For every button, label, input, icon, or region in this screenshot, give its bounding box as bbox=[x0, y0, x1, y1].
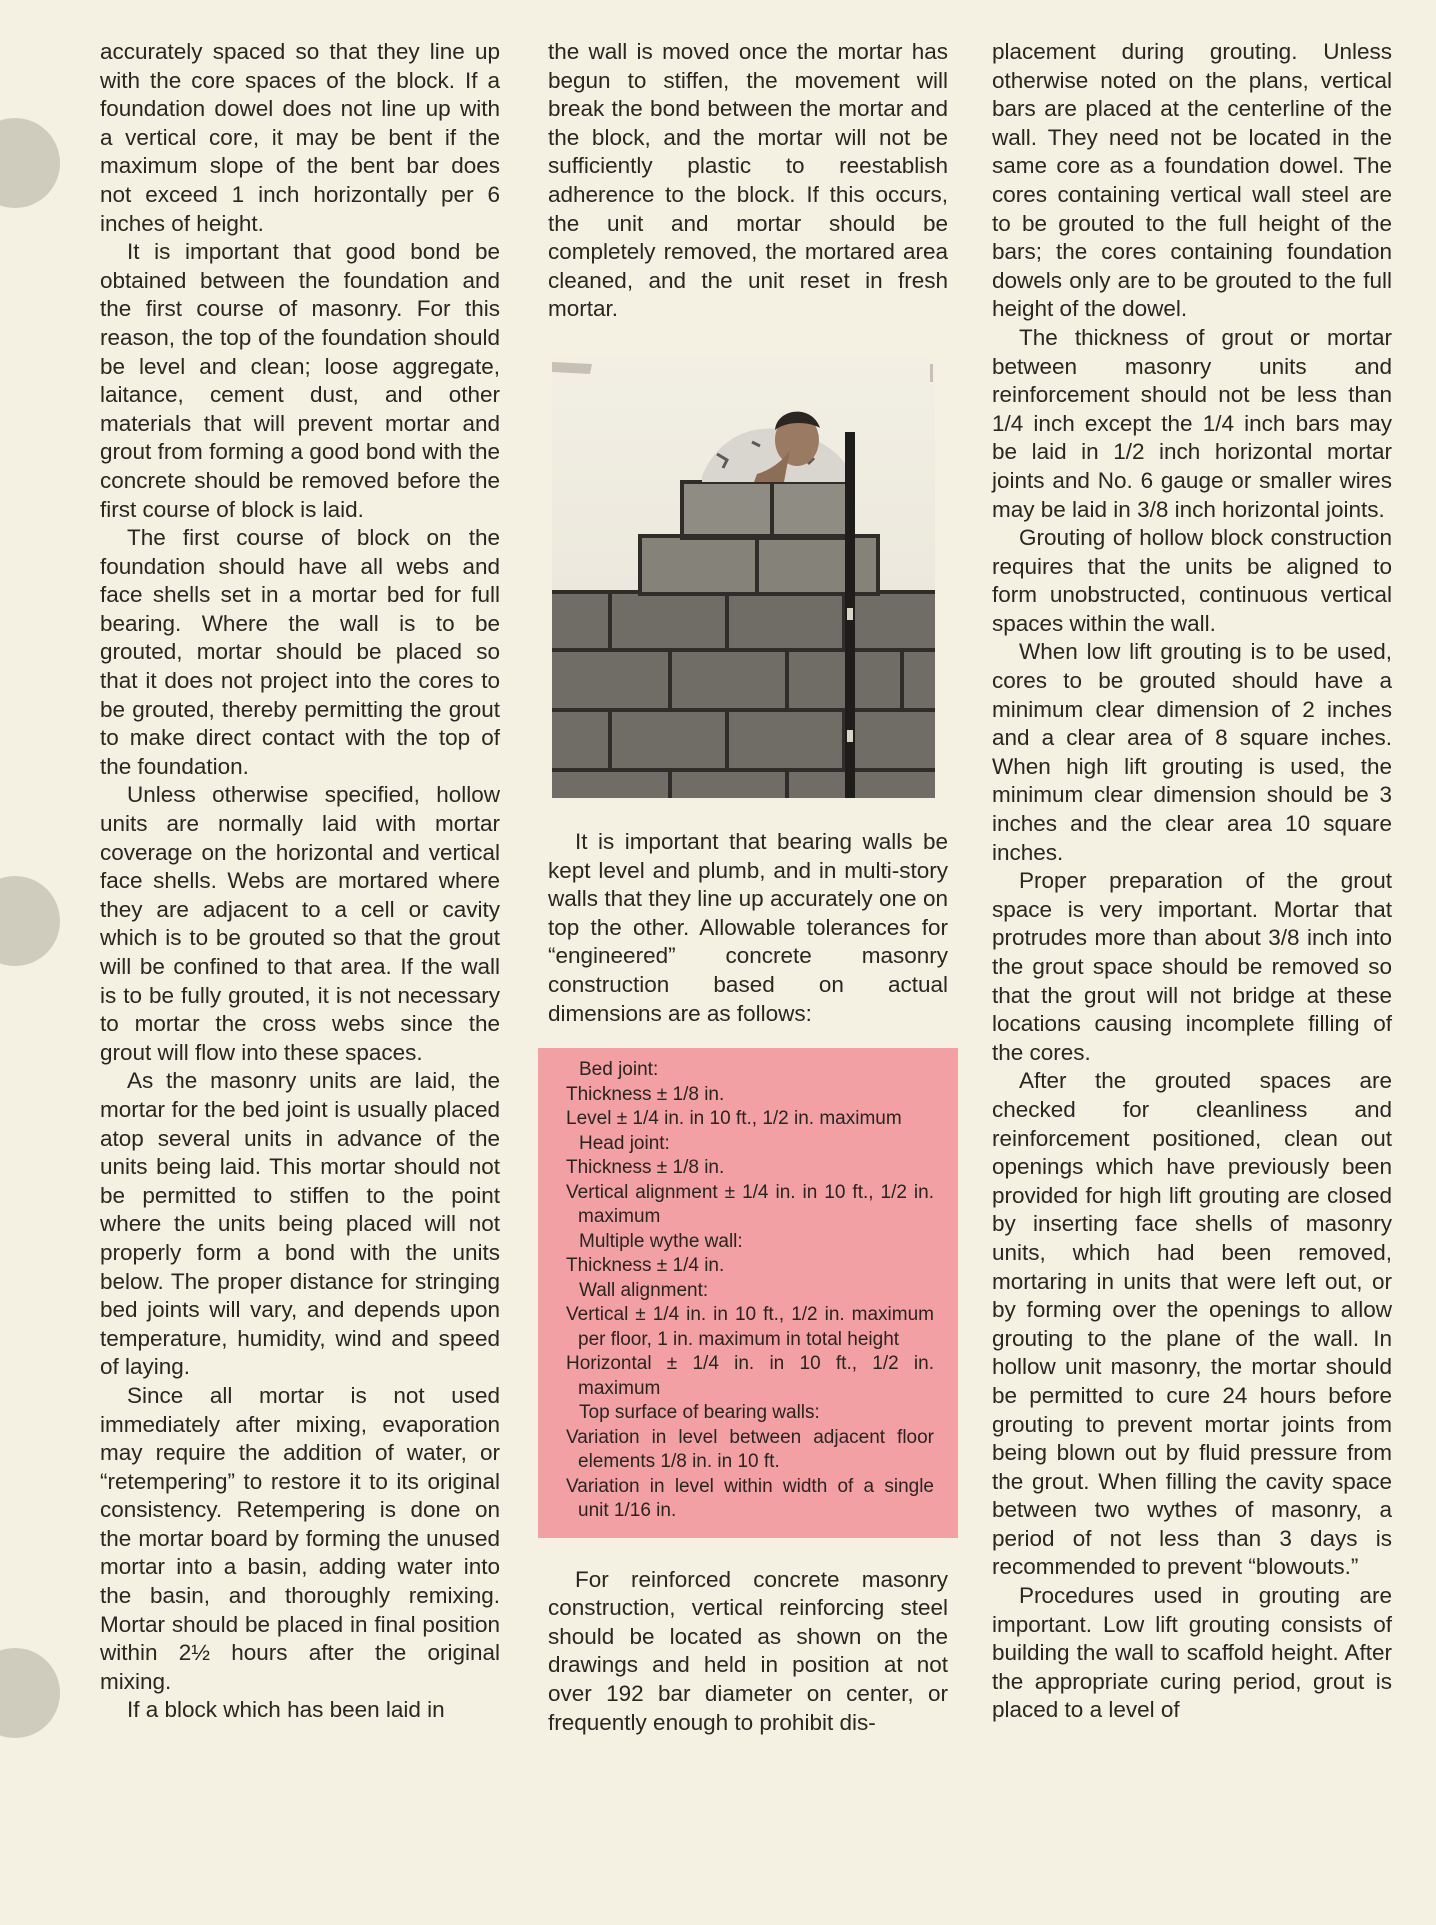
tolerance-group-head-joint bbox=[552, 1132, 934, 1230]
paragraph: When low lift grouting is to be used, cores to be grouted should have a minimum clear dimension of 2 inches and a clear area of 8 square inches. When high lift grouting is used, the minimum clear dimension should be 3 inches and the clear area 10 square inches. bbox=[992, 639, 1392, 865]
paragraph: The first course of block on the foundation should have all webs and face shells set in a mortar bed for full bearing. Where the wall is to be grouted, mortar should be placed so that it does not project into the cores to be grouted, thereby permitting the grout to make direct contact with the top of the foundation. bbox=[100, 525, 500, 779]
binder-hole bbox=[0, 1648, 60, 1738]
paragraph: Since all mortar is not used immediately after mixing, evaporation may require the addition of water, or “retempering” to restore it to its original consistency. Retempering is done on the mortar board by forming the unused mortar into a basin, adding water into the basin, and thoroughly remixing. Mortar should be placed in final position within 2½ hours after the original mixing. bbox=[100, 1382, 500, 1694]
text-column-right bbox=[992, 38, 1392, 1725]
tolerance-item: Thickness ± 1/4 in. bbox=[566, 1255, 725, 1277]
tolerance-item: Vertical alignment ± 1/4 in. in 10 ft., 1/2 in. maximum bbox=[566, 1181, 934, 1228]
paragraph: Unless otherwise specified, hollow units are normally laid with mortar coverage on the horizontal and vertical face shells. Webs are mortared where they are adjacent to a cell or cavity which is to be grouted so that the grout will be confined to that area. If the wall is to be fully grouted, it is not necessary to mortar the cross webs since the grout will flow into these spaces. bbox=[100, 782, 500, 1065]
paragraph: accurately spaced so that they line up with the core spaces of the block. If a foundation dowel does not line up with a vertical core, it may be bent if the maximum slope of the bent bar does not exceed 1 inch horizontally per 6 inches of height. bbox=[100, 39, 500, 236]
paragraph: Grouting of hollow block construction requires that the units be aligned to form unobstructed, continuous vertical spaces within the wall. bbox=[992, 525, 1392, 636]
tolerance-item: Thickness ± 1/8 in. bbox=[566, 1083, 725, 1105]
paragraph: It is important that good bond be obtained between the foundation and the first course of masonry. For this reason, the top of the foundation should be level and clean; loose aggregate, laitance, cement dust, and other materials that will prevent mortar and grout from forming a good bond with the concrete should be removed before the first course of block is laid. bbox=[100, 239, 500, 522]
tolerance-group-wall-alignment bbox=[552, 1279, 934, 1402]
tolerance-item: Level ± 1/4 in. in 10 ft., 1/2 in. maximum bbox=[566, 1108, 902, 1130]
tolerance-item: Vertical ± 1/4 in. in 10 ft., 1/2 in. maximum per floor, 1 in. maximum in total height bbox=[566, 1304, 934, 1350]
paragraph: If a block which has been laid in bbox=[127, 1697, 445, 1723]
paragraph: As the masonry units are laid, the mortar for the bed joint is usually placed atop several units in advance of the units being laid. This mortar should not be permitted to stiffen to the point where the units being placed will not properly form a bond with the units below. The proper distance for stringing bed joints will vary, and depends upon temperature, humidity, wind and speed of laying. bbox=[100, 1068, 500, 1380]
tolerance-group-multiple-wythe bbox=[552, 1230, 934, 1279]
tolerance-heading: Multiple wythe wall: bbox=[579, 1230, 743, 1252]
paragraph: the wall is moved once the mortar has begun to stiffen, the movement will break the bond between the mortar and the block, and the mortar will not be sufficiently plastic to reestablish adherence to the block. If this occurs, the unit and mortar should be completely removed, the mortared area cleaned, and the unit reset in fresh mortar. bbox=[548, 39, 948, 322]
tolerances-box bbox=[538, 1048, 958, 1538]
binder-hole bbox=[0, 876, 60, 966]
tolerance-heading: Bed joint: bbox=[579, 1059, 659, 1081]
tolerance-group-top-surface bbox=[552, 1401, 934, 1524]
text-column-left bbox=[100, 38, 500, 1725]
tolerance-item: Horizontal ± 1/4 in. in 10 ft., 1/2 in. maximum bbox=[566, 1353, 934, 1399]
paragraph: For reinforced concrete masonry construction, vertical reinforcing steel should be located as shown on the drawings and held in position at not over 192 bar diameter on center, or frequently enough to prohibit dis- bbox=[548, 1566, 948, 1735]
paragraph: After the grouted spaces are checked for cleanliness and reinforcement positioned, clean out openings which have previously been provided for high lift grouting are closed by inserting face shells of masonry units, which had been removed, mortaring in units that were left out, or by forming over the openings to allow grouting to the plane of the wall. In hollow unit masonry, the mortar should be permitted to cure 24 hours before grouting to prevent mortar joints from being blown out by fluid pressure from the grout. When filling the cavity space between two wythes of masonry, a period of not less than 3 days is recommended to prevent “blowouts.” bbox=[992, 1068, 1392, 1580]
paragraph: It is important that bearing walls be kept level and plumb, and in multi-story walls that they line up accurately one on top the other. Allowable tolerances for “engineered” concrete masonry construction based on actual dimensions are as follows: bbox=[548, 828, 948, 1026]
tolerance-item: Variation in level between adjacent floor elements 1/8 in. in 10 ft. bbox=[566, 1426, 934, 1473]
paragraph: Procedures used in grouting are important. Low lift grouting consists of building the wall to scaffold height. After the appropriate curing period, grout is placed to a level of bbox=[992, 1583, 1392, 1723]
mason-photo-image bbox=[552, 358, 935, 798]
paragraph: Proper preparation of the grout space is very important. Mortar that protrudes more than about 3/8 inch into the grout space should be removed so that the grout will not bridge at these locations causing incomplete filling of the cores. bbox=[992, 868, 1392, 1065]
paragraph: placement during grouting. Unless otherwise noted on the plans, vertical bars are placed at the centerline of the wall. They need not be located in the same core as a foundation dowel. The cores containing vertical wall steel are to be grouted to the full height of the bars; the cores containing foundation dowels only are to be grouted to the full height of the dowel. bbox=[992, 39, 1392, 322]
tolerance-heading: Head joint: bbox=[579, 1132, 670, 1154]
paragraph: The thickness of grout or mortar between masonry units and reinforcement should not be less than 1/4 inch except the 1/4 inch bars may be laid in 1/2 inch horizontal mortar joints and No. 6 gauge or smaller wires may be laid in 3/8 inch horizontal joints. bbox=[992, 324, 1392, 522]
mason-photo bbox=[552, 358, 935, 798]
tolerance-group-bed-joint bbox=[552, 1058, 934, 1132]
tolerance-item: Thickness ± 1/8 in. bbox=[566, 1157, 725, 1179]
tolerance-heading: Wall alignment: bbox=[579, 1279, 709, 1301]
tolerance-item: Variation in level within width of a single unit 1/16 in. bbox=[566, 1475, 934, 1522]
tolerance-heading: Top surface of bearing walls: bbox=[579, 1402, 820, 1424]
binder-hole bbox=[0, 118, 60, 208]
text-column-middle bbox=[548, 38, 948, 1737]
